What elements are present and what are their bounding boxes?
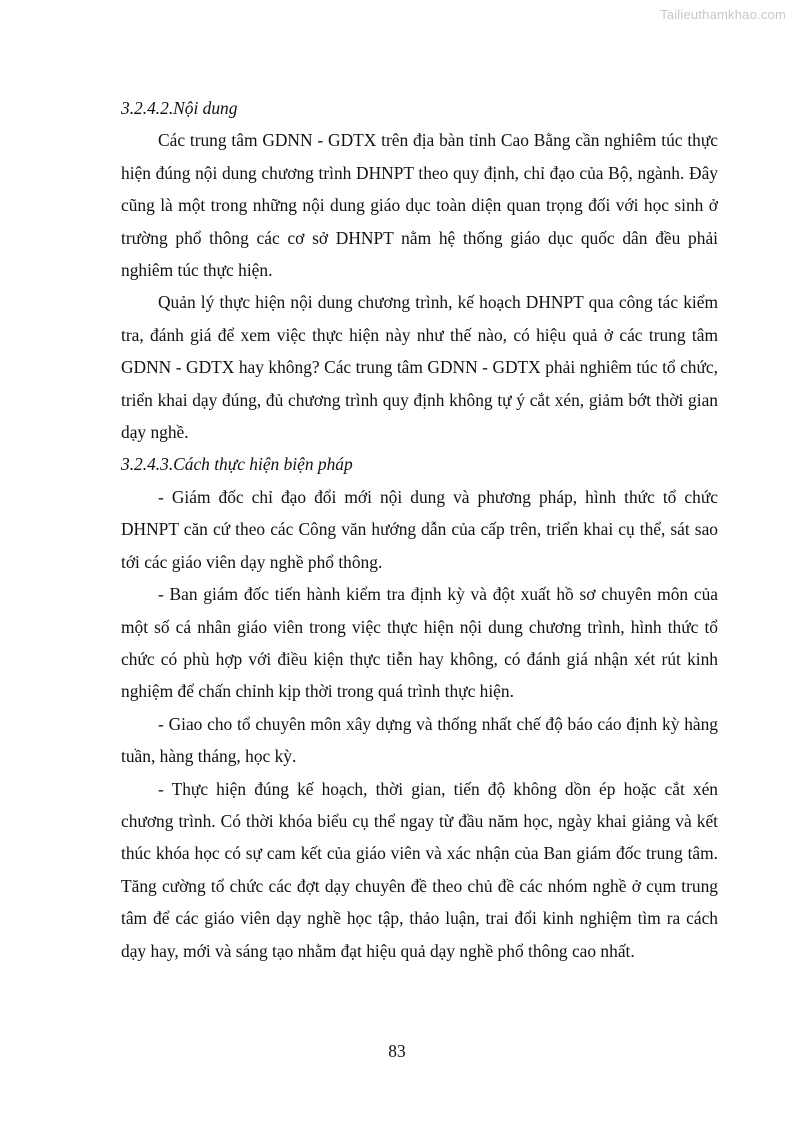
paragraph: - Thực hiện đúng kế hoạch, thời gian, tiến độ không dồn ép hoặc cắt xén chương trình. Có thời khóa biểu cụ thể ngay từ đầu năm học, ngày khai giảng và kết thúc khóa học có sự cam kết của giáo viên và xác nhận của Ban giám đốc trung tâm. Tăng cường tổ chức các đợt dạy chuyên đề theo chủ đề các nhóm nghề ở cụm trung tâm để các giáo viên dạy nghề học tập, thảo luận, trai đổi kinh nghiệm tìm ra cách dạy hay, mới và sáng tạo nhằm đạt hiệu quả dạy nghề phổ thông cao nhất. xyxy=(121,778,718,961)
paragraph: Các trung tâm GDNN - GDTX trên địa bàn tỉnh Cao Bằng cần nghiêm túc thực hiện đúng nội dung chương trình DHNPT theo quy định, chỉ đạo của Bộ, ngành. Đây cũng là một trong những nội dung giáo dục toàn diện quan trọng đối với học sinh ở trường phổ thông các cơ sở DHNPT nằm hệ thống giáo dục quốc dân đều phải nghiêm túc thực hiện. xyxy=(121,130,718,281)
paragraph: - Giao cho tổ chuyên môn xây dựng và thống nhất chế độ báo cáo định kỳ hàng tuần, hàng tháng, học kỳ. xyxy=(121,713,718,767)
page-body xyxy=(121,92,718,967)
page-number: 83 xyxy=(388,1041,406,1061)
section-heading: 3.2.4.3.Cách thực hiện biện pháp xyxy=(121,454,353,475)
section-cach-thuc-hien xyxy=(121,448,718,967)
watermark: Tailieuthamkhao.com xyxy=(660,7,786,22)
section-noi-dung xyxy=(121,92,718,448)
section-heading: 3.2.4.2.Nội dung xyxy=(121,98,238,118)
paragraph: Quản lý thực hiện nội dung chương trình, kế hoạch DHNPT qua công tác kiểm tra, đánh giá để xem việc thực hiện này như thế nào, có hiệu quả ở các trung tâm GDNN - GDTX hay không? Các trung tâm GDNN - GDTX phải nghiêm túc tổ chức, triển khai dạy đúng, đủ chương trình quy định không tự ý cắt xén, giảm bớt thời gian dạy nghề. xyxy=(121,292,718,443)
paragraph: - Ban giám đốc tiến hành kiểm tra định kỳ và đột xuất hồ sơ chuyên môn của một số cá nhân giáo viên trong việc thực hiện nội dung chương trình, hình thức tổ chức có phù hợp với điều kiện thực tiễn hay không, có đánh giá nhận xét rút kinh nghiệm để chấn chỉnh kịp thời trong quá trình thực hiện. xyxy=(121,584,718,702)
paragraph: - Giám đốc chỉ đạo đổi mới nội dung và phương pháp, hình thức tổ chức DHNPT căn cứ theo các Công văn hướng dẫn của cấp trên, triển khai cụ thể, sát sao tới các giáo viên dạy nghề phổ thông. xyxy=(121,486,718,572)
